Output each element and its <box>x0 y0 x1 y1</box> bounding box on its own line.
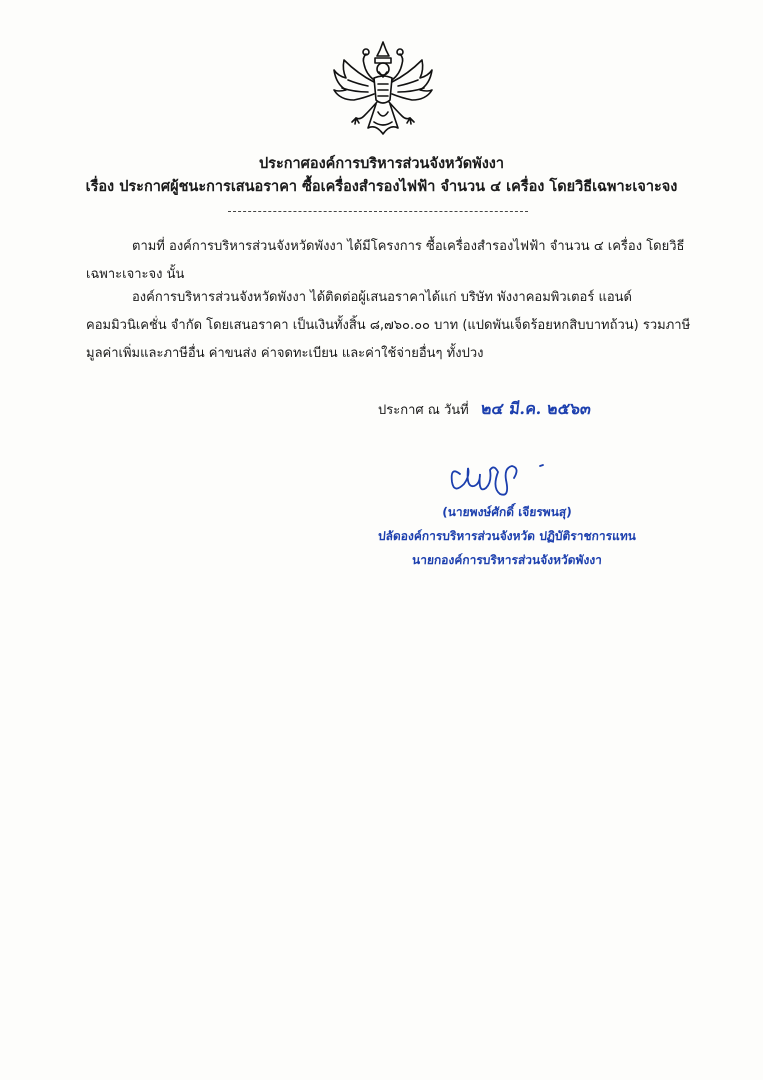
paragraph-line: เฉพาะเจาะจง นั้น <box>86 267 185 282</box>
paragraph-winner <box>86 284 706 368</box>
paragraph-project <box>86 233 706 289</box>
announce-date: ๒๔ มี.ค. ๒๕๖๓ <box>479 399 592 418</box>
signer-organization: นายกองค์การบริหารส่วนจังหวัดพังงา <box>411 553 603 567</box>
announce-label: ประกาศ ณ วันที่ <box>378 403 469 418</box>
paragraph-line: คอมมิวนิเคชั่น จำกัด โดยเสนอราคา เป็นเงินทั้งสิ้น ๘,๗๖๐.๐๐ บาท (แปดพันเจ็ดร้อยหกสิบบาทถ้วน) รวมภาษี <box>86 318 691 333</box>
garuda-emblem-icon <box>328 36 438 146</box>
paragraph-line: ตามที่ องค์การบริหารส่วนจังหวัดพังงา ได้มีโครงการ ซื้อเครื่องสำรองไฟฟ้า จำนวน ๔ เครื่อง โดยวิธี <box>132 239 685 254</box>
official-stamp <box>342 500 672 572</box>
paragraph-line: มูลค่าเพิ่มและภาษีอื่น ค่าขนส่ง ค่าจดทะเบียน และค่าใช้จ่ายอื่นๆ ทั้งปวง <box>86 346 484 361</box>
paragraph-line: องค์การบริหารส่วนจังหวัดพังงา ได้ติดต่อผู้เสนอราคาได้แก่ บริษัท พังงาคอมพิวเตอร์ แอนด์ <box>132 290 632 305</box>
document-subject: เรื่อง ประกาศผู้ชนะการเสนอราคา ซื้อเครื่องสำรองไฟฟ้า จำนวน ๔ เครื่อง โดยวิธีเฉพาะเจาะจง <box>85 179 678 195</box>
signer-position: ปลัดองค์การบริหารส่วนจังหวัด ปฏิบัติราชการแทน <box>377 529 637 543</box>
signer-name: (นายพงษ์ศักดิ์ เจียรพนสุ) <box>441 505 573 519</box>
announcement-date-row <box>378 398 591 422</box>
document-title: ประกาศองค์การบริหารส่วนจังหวัดพังงา <box>258 156 505 172</box>
divider <box>228 211 528 212</box>
